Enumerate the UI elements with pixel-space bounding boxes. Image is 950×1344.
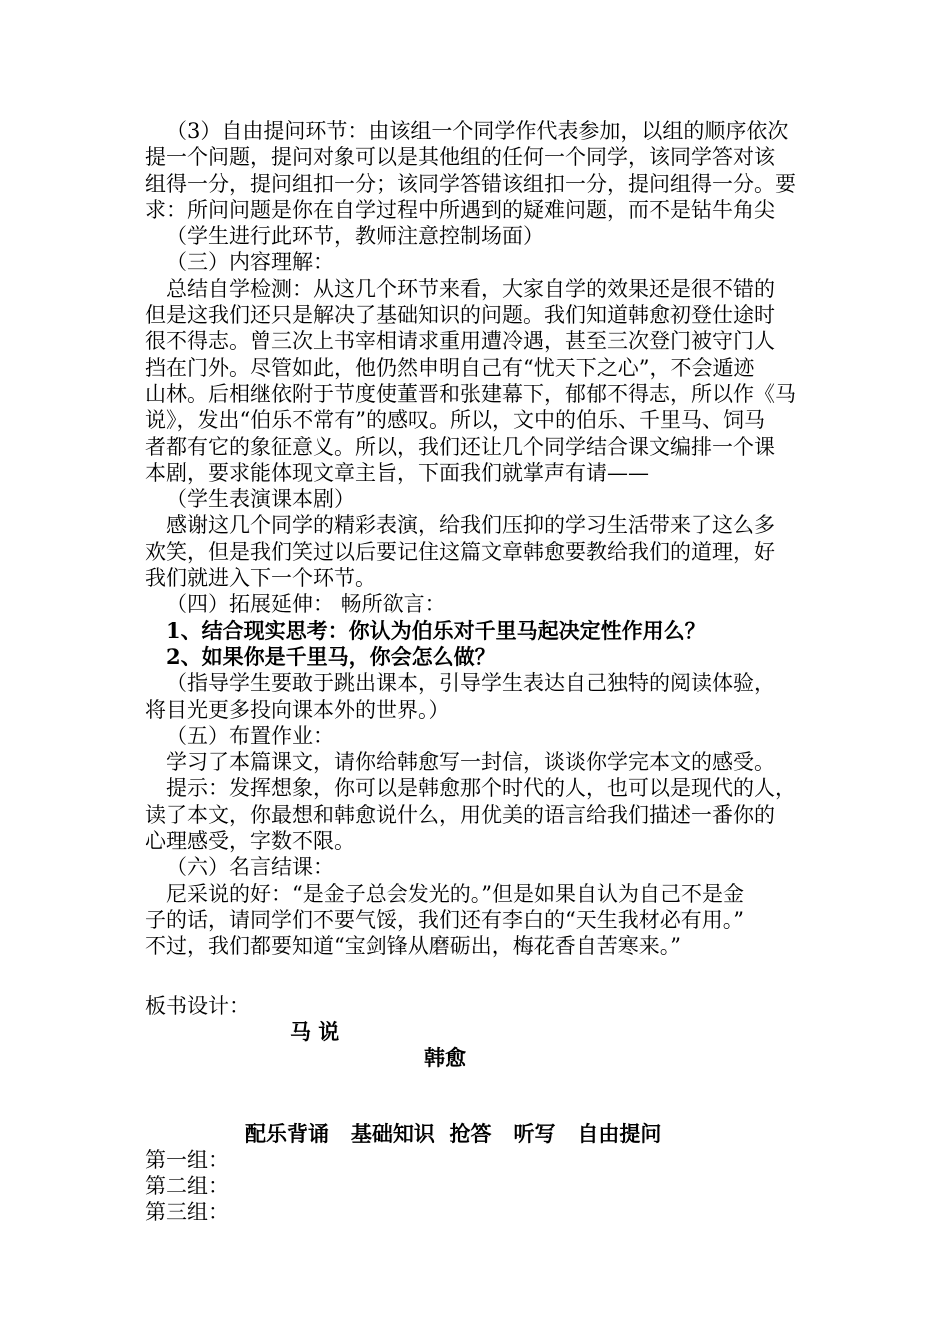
paragraph-line: 山林。后相继依附于节度使董晋和张建幕下，郁郁不得志，所以作《马 [145,381,796,406]
paragraph-line: 心理感受，字数不限。 [145,829,355,854]
board-columns: 配乐背诵 基础知识 抢答 听写 自由提问 [245,1121,662,1146]
paragraph-line: 很不得志。曾三次上书宰相请求重用遭冷遇，甚至三次登门被守门人 [145,329,775,354]
section-free-question [145,118,810,960]
group-row-3: 第三组： [145,1200,229,1224]
board-author: 韩愈 [424,1045,466,1070]
paragraph-line: 组得一分，提问组扣一分；该同学答错该组扣一分，提问组得一分。要 [145,171,796,196]
paragraph-line: 我们就进入下一个环节。 [145,566,376,591]
paragraph-line: 说》，发出“伯乐不常有”的感叹。所以，文中的伯乐、千里马、饲马 [145,408,765,433]
group-row-2: 第二组： [145,1174,229,1198]
paragraph-line: （3）自由提问环节：由该组一个同学作代表参加，以组的顺序依次 [166,119,789,143]
board-design-label: 板书设计： [145,994,250,1018]
board-title: 马 说 [290,1019,340,1044]
section-heading: （六）名言结课： [166,855,334,880]
section-heading: （三）内容理解： [166,250,334,275]
paragraph-line: 尼采说的好：“是金子总会发光的。”但是如果自认为自己不是金 [166,881,744,906]
paragraph-line: 学习了本篇课文，请你给韩愈写一封信，谈谈你学完本文的感受。 [166,750,775,775]
section-heading: （五）布置作业： [166,723,334,748]
paragraph-line: （指导学生要敢于跳出课本，引导学生表达自己独特的阅读体验， [166,671,775,696]
paragraph-line: 者都有它的象征意义。所以，我们还让几个同学结合课文编排一个课 [145,434,775,459]
question-line: 1、结合现实思考：你认为伯乐对千里马起决定性作用么？ [166,617,706,643]
paragraph-line: 挡在门外。尽管如此，他仍然申明自己有“忧天下之心”，不会遁迹 [145,355,755,380]
paragraph-line: 读了本文，你最想和韩愈说什么，用优美的语言给我们描述一番你的 [145,802,775,827]
question-line: 2、如果你是千里马，你会怎么做？ [166,643,496,669]
paragraph-line: 将目光更多投向课本外的世界。） [145,697,450,722]
paragraph-line: 子的话，请同学们不要气馁，我们还有李白的“天生我材必有用。” [145,907,744,932]
paragraph-line: 求：所问问题是你在自学过程中所遇到的疑难问题，而不是钻牛角尖 [145,197,775,222]
paragraph-line: 不过，我们都要知道“宝剑锋从磨砺出，梅花香自苦寒来。” [145,934,681,959]
group-row-1: 第一组： [145,1148,229,1172]
paragraph-line: 欢笑，但是我们笑过以后要记住这篇文章韩愈要教给我们的道理，好 [145,539,775,564]
paragraph-line: 提示：发挥想象，你可以是韩愈那个时代的人，也可以是现代的人， [166,776,796,801]
paragraph-line: 感谢这几个同学的精彩表演，给我们压抑的学习生活带来了这么多 [166,513,775,538]
note-line: （学生进行此环节，教师注意控制场面） [166,224,544,249]
paragraph-line: 总结自学检测：从这几个环节来看，大家自学的效果还是很不错的 [166,276,775,301]
paragraph-line: 本剧，要求能体现文章主旨，下面我们就掌声有请—— [145,460,649,485]
paragraph-line: 提一个问题，提问对象可以是其他组的任何一个同学，该同学答对该 [145,145,775,170]
section-heading: （四）拓展延伸： 畅所欲言： [166,592,446,617]
paragraph-line: 但是这我们还只是解决了基础知识的问题。我们知道韩愈初登仕途时 [145,303,775,328]
note-line: （学生表演课本剧） [166,487,355,512]
